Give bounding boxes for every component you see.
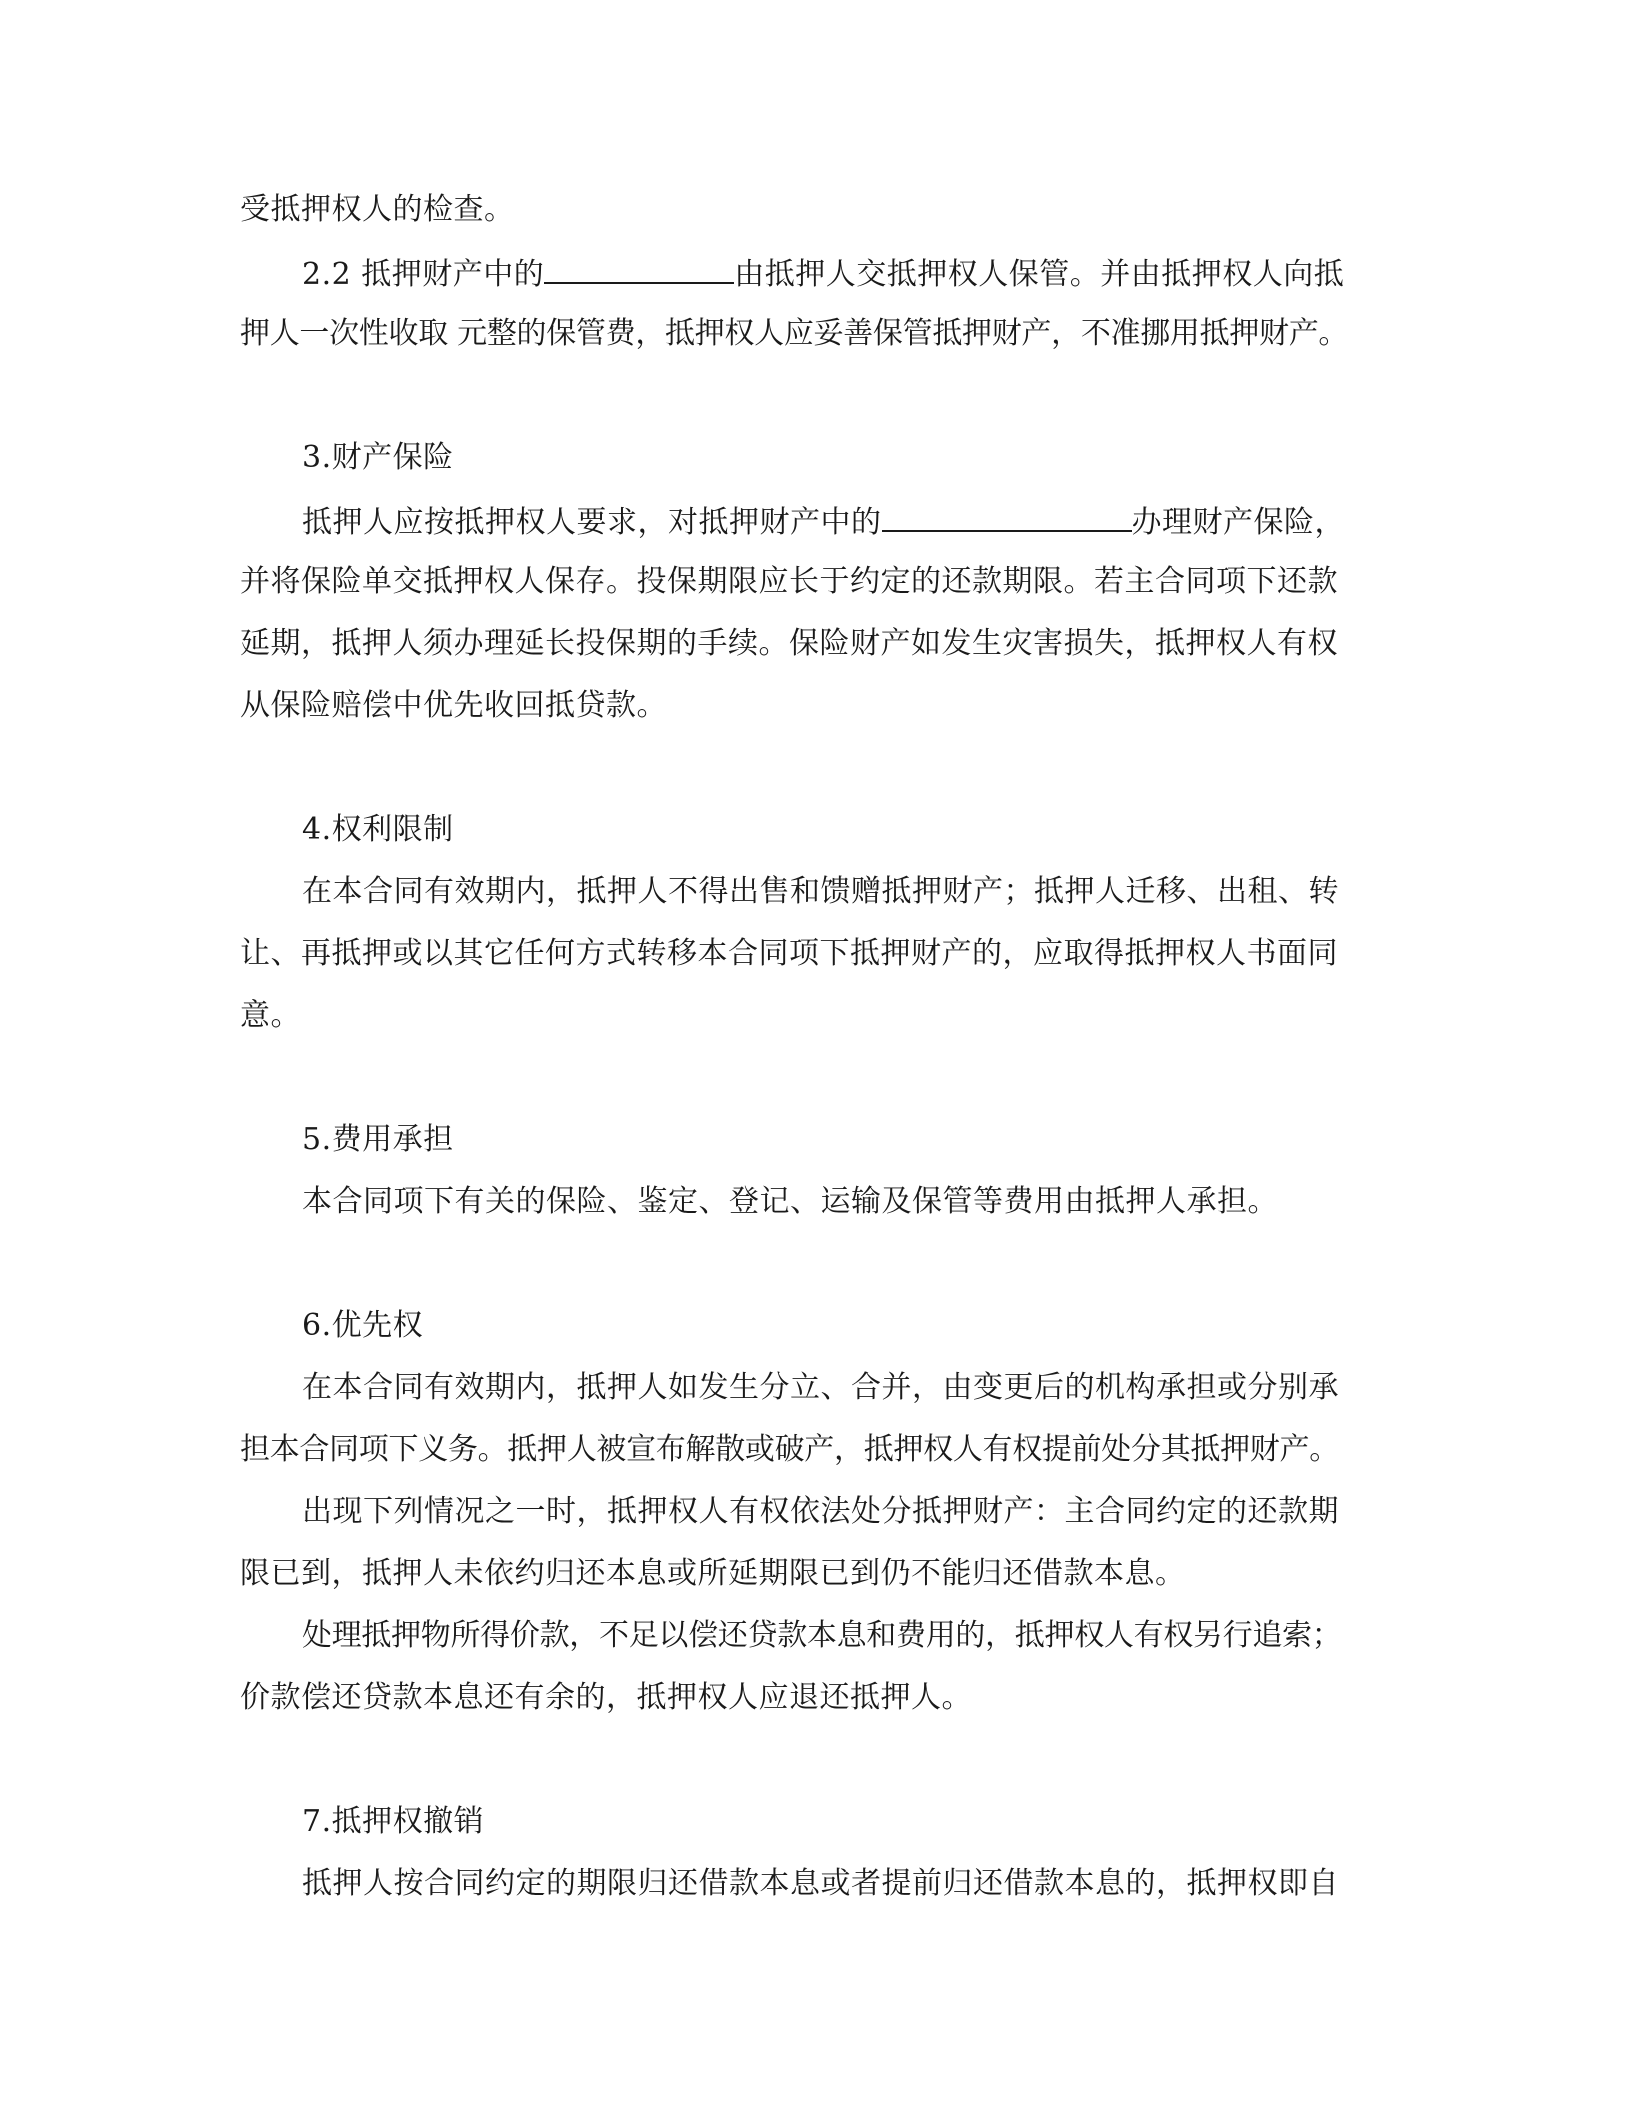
paragraph-line <box>302 500 1392 543</box>
paragraph-line: 让、再抵押或以其它任何方式转移本合同项下抵押财产的，应取得抵押权人书面同 <box>240 936 1338 971</box>
line-text: 抵押人应按抵押权人要求，对抵押财产中的 <box>302 505 882 540</box>
section-heading: 4.权利限制 <box>302 812 454 847</box>
fill-in-blank <box>882 500 1132 532</box>
paragraph-line: 本合同项下有关的保险、鉴定、登记、运输及保管等费用由抵押人承担。 <box>302 1184 1278 1219</box>
paragraph-line <box>302 252 1392 295</box>
paragraph-line: 担本合同项下义务。抵押人被宣布解散或破产，抵押权人有权提前处分其抵押财产。 <box>240 1432 1339 1467</box>
paragraph-line: 押人一次性收取 元整的保管费，抵押权人应妥善保管抵押财产，不准挪用抵押财产。 <box>240 316 1349 351</box>
paragraph-line: 在本合同有效期内，抵押人不得出售和馈赠抵押财产；抵押人迁移、出租、转 <box>302 874 1339 909</box>
paragraph-line: 价款偿还贷款本息还有余的，抵押权人应退还抵押人。 <box>240 1680 972 1715</box>
section-heading: 3.财产保险 <box>302 440 454 475</box>
paragraph-line: 从保险赔偿中优先收回抵贷款。 <box>240 688 667 723</box>
paragraph-line: 并将保险单交抵押权人保存。投保期限应长于约定的还款期限。若主合同项下还款 <box>240 564 1338 599</box>
paragraph-line: 抵押人按合同约定的期限归还借款本息或者提前归还借款本息的，抵押权即自 <box>302 1866 1339 1901</box>
section-heading: 5.费用承担 <box>302 1122 454 1157</box>
fill-in-blank <box>544 252 734 284</box>
section-heading: 7.抵押权撤销 <box>302 1804 485 1839</box>
section-heading: 6.优先权 <box>302 1308 424 1343</box>
line-text: 2.2 抵押财产中的 <box>302 257 545 292</box>
paragraph-line: 限已到，抵押人未依约归还本息或所延期限已到仍不能归还借款本息。 <box>240 1556 1186 1591</box>
line-text: 办理财产保险， <box>1131 505 1345 540</box>
paragraph-line: 处理抵押物所得价款，不足以偿还贷款本息和费用的，抵押权人有权另行追索； <box>302 1618 1342 1653</box>
paragraph-line: 延期，抵押人须办理延长投保期的手续。保险财产如发生灾害损失，抵押权人有权 <box>240 626 1338 661</box>
paragraph-line: 受抵押权人的检查。 <box>240 192 515 227</box>
paragraph-line: 出现下列情况之一时，抵押权人有权依法处分抵押财产：主合同约定的还款期 <box>302 1494 1339 1529</box>
paragraph-line: 在本合同有效期内，抵押人如发生分立、合并，由变更后的机构承担或分别承 <box>302 1370 1339 1405</box>
paragraph-line: 意。 <box>240 998 301 1033</box>
line-text: 由抵押人交抵押权人保管。并由抵押权人向抵 <box>734 257 1345 292</box>
